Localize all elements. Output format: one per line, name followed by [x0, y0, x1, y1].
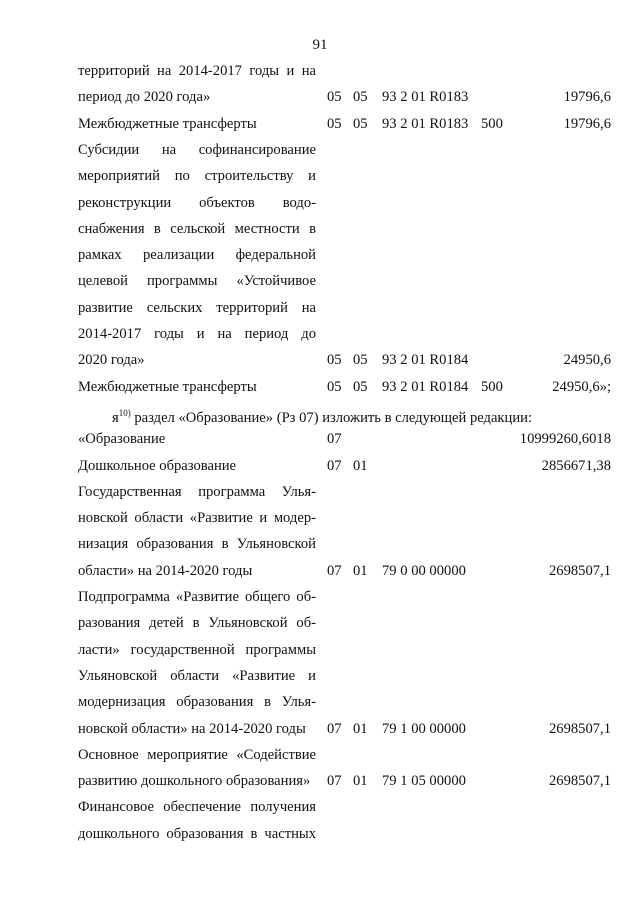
section-code: 05	[327, 352, 342, 369]
table-row	[78, 691, 611, 713]
target-article-code: 79 1 05 00000	[382, 773, 466, 790]
target-article-code: 79 0 00 00000	[382, 562, 466, 579]
subsection-code: 05	[353, 89, 368, 106]
amendment-paragraph	[112, 402, 611, 424]
row-amount: 19796,6	[563, 89, 611, 106]
expense-type-code: 500	[481, 378, 503, 395]
row-description: территорий на 2014-2017 годы и на	[78, 63, 316, 79]
subsection-code: 01	[353, 720, 368, 737]
row-description: 2014-2017 годы и на период до	[78, 326, 316, 342]
target-article-code: 93 2 01 R0184	[382, 378, 469, 395]
table-row	[78, 349, 611, 371]
row-amount: 19796,6	[563, 115, 611, 132]
section-code: 07	[327, 720, 342, 737]
table-row	[78, 533, 611, 555]
table-row	[78, 60, 611, 82]
row-description: 2020 года»	[78, 352, 145, 369]
table-row	[78, 113, 611, 135]
section-code: 05	[327, 378, 342, 395]
table-row	[78, 455, 611, 477]
subsection-code: 01	[353, 457, 368, 474]
row-amount: 24950,6	[563, 352, 611, 369]
row-description: Финансовое обеспечение получения	[78, 799, 316, 816]
row-description: Субсидии на софинансирование	[78, 141, 316, 158]
expense-type-code: 500	[481, 115, 503, 132]
row-description: рамках реализации федеральной	[78, 247, 316, 264]
row-description: реконструкции объектов водо-	[78, 194, 316, 211]
table-row	[78, 376, 611, 398]
table-row	[78, 86, 611, 108]
row-description: модернизация образования в Улья-	[78, 694, 316, 711]
paragraph-marker: я	[112, 409, 119, 426]
row-description: развитию дошкольного образования»	[78, 773, 311, 790]
row-description: области» на 2014-2020 годы	[78, 562, 253, 579]
row-amount: 2698507,1	[548, 720, 611, 737]
table-row	[78, 244, 611, 266]
row-description: целевой программы «Устойчивое	[78, 273, 316, 290]
paragraph-text: раздел «Образование» (Рз 07) изложить в следующей редакции:	[130, 409, 533, 426]
table-row	[78, 218, 611, 240]
section-code: 07	[327, 562, 342, 579]
subsection-code: 01	[353, 773, 368, 790]
table-row	[78, 297, 611, 319]
table-row	[78, 481, 611, 503]
row-description: мероприятий по строительству и	[78, 168, 316, 185]
table-row	[78, 560, 611, 582]
table-row	[78, 586, 611, 608]
table-row	[78, 744, 611, 766]
table-row	[78, 428, 611, 450]
subsection-code: 05	[353, 352, 368, 369]
table-row	[78, 139, 611, 161]
row-amount: 2856671,38	[541, 457, 611, 474]
section-code: 07	[327, 457, 342, 474]
row-description: новской области «Развитие и модер-	[78, 510, 316, 527]
row-amount: 10999260,6018	[519, 431, 611, 448]
table-row	[78, 165, 611, 187]
table-row	[78, 270, 611, 292]
row-description: «Образование	[78, 431, 166, 448]
row-description: разования детей в Ульяновской об-	[78, 615, 316, 632]
section-code: 07	[327, 773, 342, 790]
section-code: 07	[327, 431, 342, 448]
paragraph-superscript: 10)	[118, 407, 131, 418]
table-row	[78, 770, 611, 792]
row-description: Межбюджетные трансферты	[78, 378, 257, 395]
table-row	[78, 718, 611, 740]
subsection-code: 01	[353, 562, 368, 579]
row-description: Государственная программа Улья-	[78, 483, 316, 500]
row-description: период до 2020 года»	[78, 89, 211, 106]
target-article-code: 93 2 01 R0183	[382, 115, 469, 132]
section-code: 05	[327, 115, 342, 132]
row-description: низация образования в Ульяновской	[78, 536, 316, 553]
page-number: 91	[312, 37, 328, 53]
table-row	[78, 507, 611, 529]
row-amount: 2698507,1	[548, 773, 611, 790]
row-description: развитие сельских территорий на	[78, 299, 316, 316]
row-description: Дошкольное образование	[78, 457, 237, 474]
table-row	[78, 323, 611, 345]
row-description: ласти» государственной программы	[78, 641, 316, 658]
table-row	[78, 796, 611, 818]
row-description: дошкольного образования в частных	[78, 825, 316, 842]
table-row	[78, 823, 611, 845]
target-article-code: 93 2 01 R0184	[382, 352, 469, 369]
subsection-code: 05	[353, 378, 368, 395]
table-row	[78, 192, 611, 214]
section-code: 05	[327, 89, 342, 106]
row-description: Основное мероприятие «Содействие	[78, 746, 316, 763]
row-description: снабжения в сельской местности в	[78, 220, 316, 237]
table-row	[78, 665, 611, 687]
target-article-code: 79 1 00 00000	[382, 720, 466, 737]
table-row	[78, 612, 611, 634]
table-row	[78, 639, 611, 661]
row-description: новской области» на 2014-2020 годы	[78, 720, 306, 737]
row-description: Подпрограмма «Развитие общего об-	[78, 589, 316, 605]
row-description: Ульяновской области «Развитие и	[78, 667, 316, 684]
row-amount: 24950,6»;	[552, 378, 611, 395]
target-article-code: 93 2 01 R0183	[382, 89, 469, 106]
subsection-code: 05	[353, 115, 368, 132]
row-description: Межбюджетные трансферты	[78, 115, 257, 132]
row-amount: 2698507,1	[548, 562, 611, 579]
